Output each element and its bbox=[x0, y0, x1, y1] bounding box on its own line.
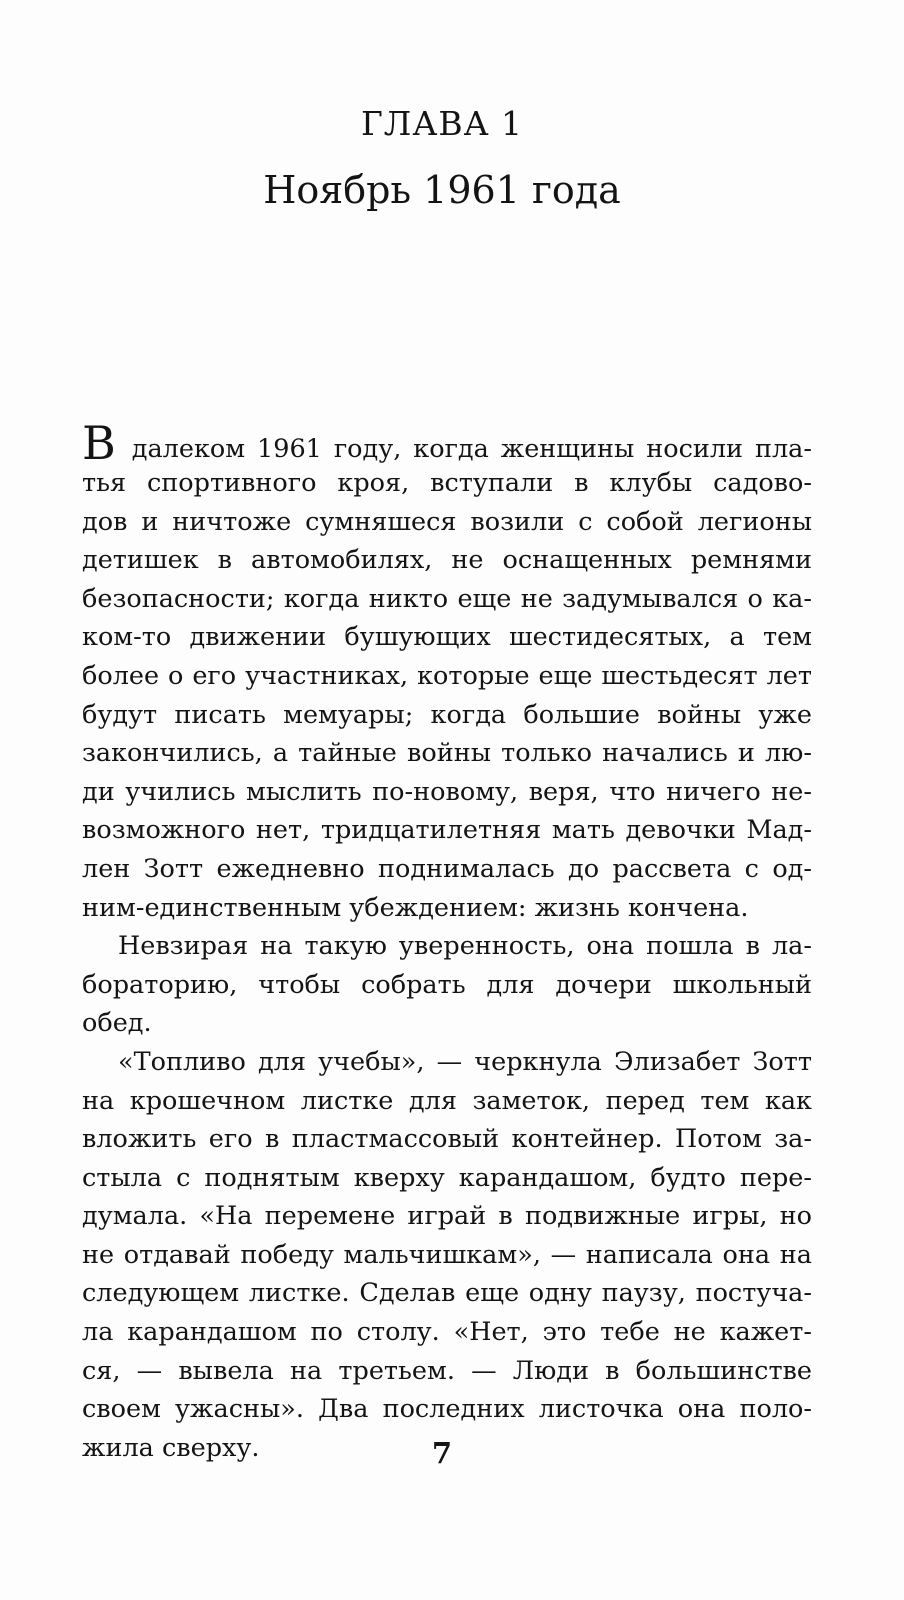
text-line: следующем листке. Сделав еще одну паузу, постуча- bbox=[82, 1278, 812, 1309]
text-line: тья спортивного кроя, вступали в клубы садово- bbox=[82, 468, 812, 498]
text-line: вложить его в пластмассовый контейнер. Потом за- bbox=[82, 1124, 812, 1155]
text-line: лен Зотт ежедневно поднималась до рассвета с од- bbox=[82, 853, 812, 884]
page-number: 7 bbox=[431, 1436, 453, 1470]
text-line: обед. bbox=[82, 1008, 152, 1039]
text-line: ди учились мыслить по-новому, веря, что ничего не- bbox=[82, 776, 812, 807]
text-line: Невзирая на такую уверенность, она пошла в ла- bbox=[118, 931, 812, 962]
text-line: «Топливо для учебы», — черкнула Элизабет Зотт bbox=[118, 1046, 812, 1077]
body-text bbox=[82, 416, 812, 1467]
text-line: своем ужасны». Два последних листочка она поло- bbox=[82, 1394, 812, 1425]
text-line: ся, — вывела на третьем. — Люди в большинстве bbox=[82, 1355, 812, 1386]
text-line: не отдавай победу мальчишкам», — написала она на bbox=[82, 1239, 812, 1270]
text-line: безопасности; когда никто еще не задумывался о ка- bbox=[82, 583, 812, 614]
text-line: бораторию, чтобы собрать для дочери школьный bbox=[82, 969, 812, 1000]
text-line: на крошечном листке для заметок, перед тем как bbox=[82, 1085, 812, 1116]
text-line: ним-единственным убеждением: жизнь кончена. bbox=[82, 892, 749, 923]
chapter-label: ГЛАВА 1 bbox=[360, 104, 524, 143]
text-line: ла карандашом по столу. «Нет, это тебе не кажет- bbox=[82, 1317, 812, 1348]
text-line: жила сверху. bbox=[82, 1432, 260, 1463]
text-line-content: далеком 1961 году, когда женщины носили пла- bbox=[119, 434, 812, 464]
text-line: закончились, а тайные войны только начались и лю- bbox=[82, 738, 812, 769]
text-line: будут писать мемуары; когда большие войны уже bbox=[82, 699, 812, 730]
text-line: детишек в автомобилях, не оснащенных ремнями bbox=[82, 545, 812, 576]
text-line bbox=[82, 416, 812, 470]
text-line: стыла с поднятым кверху карандашом, будто пере- bbox=[82, 1162, 812, 1193]
text-line: думала. «На перемене играй в подвижные игры, но bbox=[82, 1201, 812, 1232]
text-line: более о его участниках, которые еще шестьдесят лет bbox=[82, 660, 812, 691]
text-line: ком-то движении бушующих шестидесятых, а тем bbox=[82, 622, 812, 653]
text-line: дов и ничтоже сумняшеся возили с собой легионы bbox=[82, 506, 812, 537]
text-line: возможного нет, тридцатилетняя мать девочки Мад- bbox=[82, 815, 812, 846]
chapter-title: Ноябрь 1961 года bbox=[263, 168, 621, 212]
drop-cap: В bbox=[82, 416, 116, 470]
